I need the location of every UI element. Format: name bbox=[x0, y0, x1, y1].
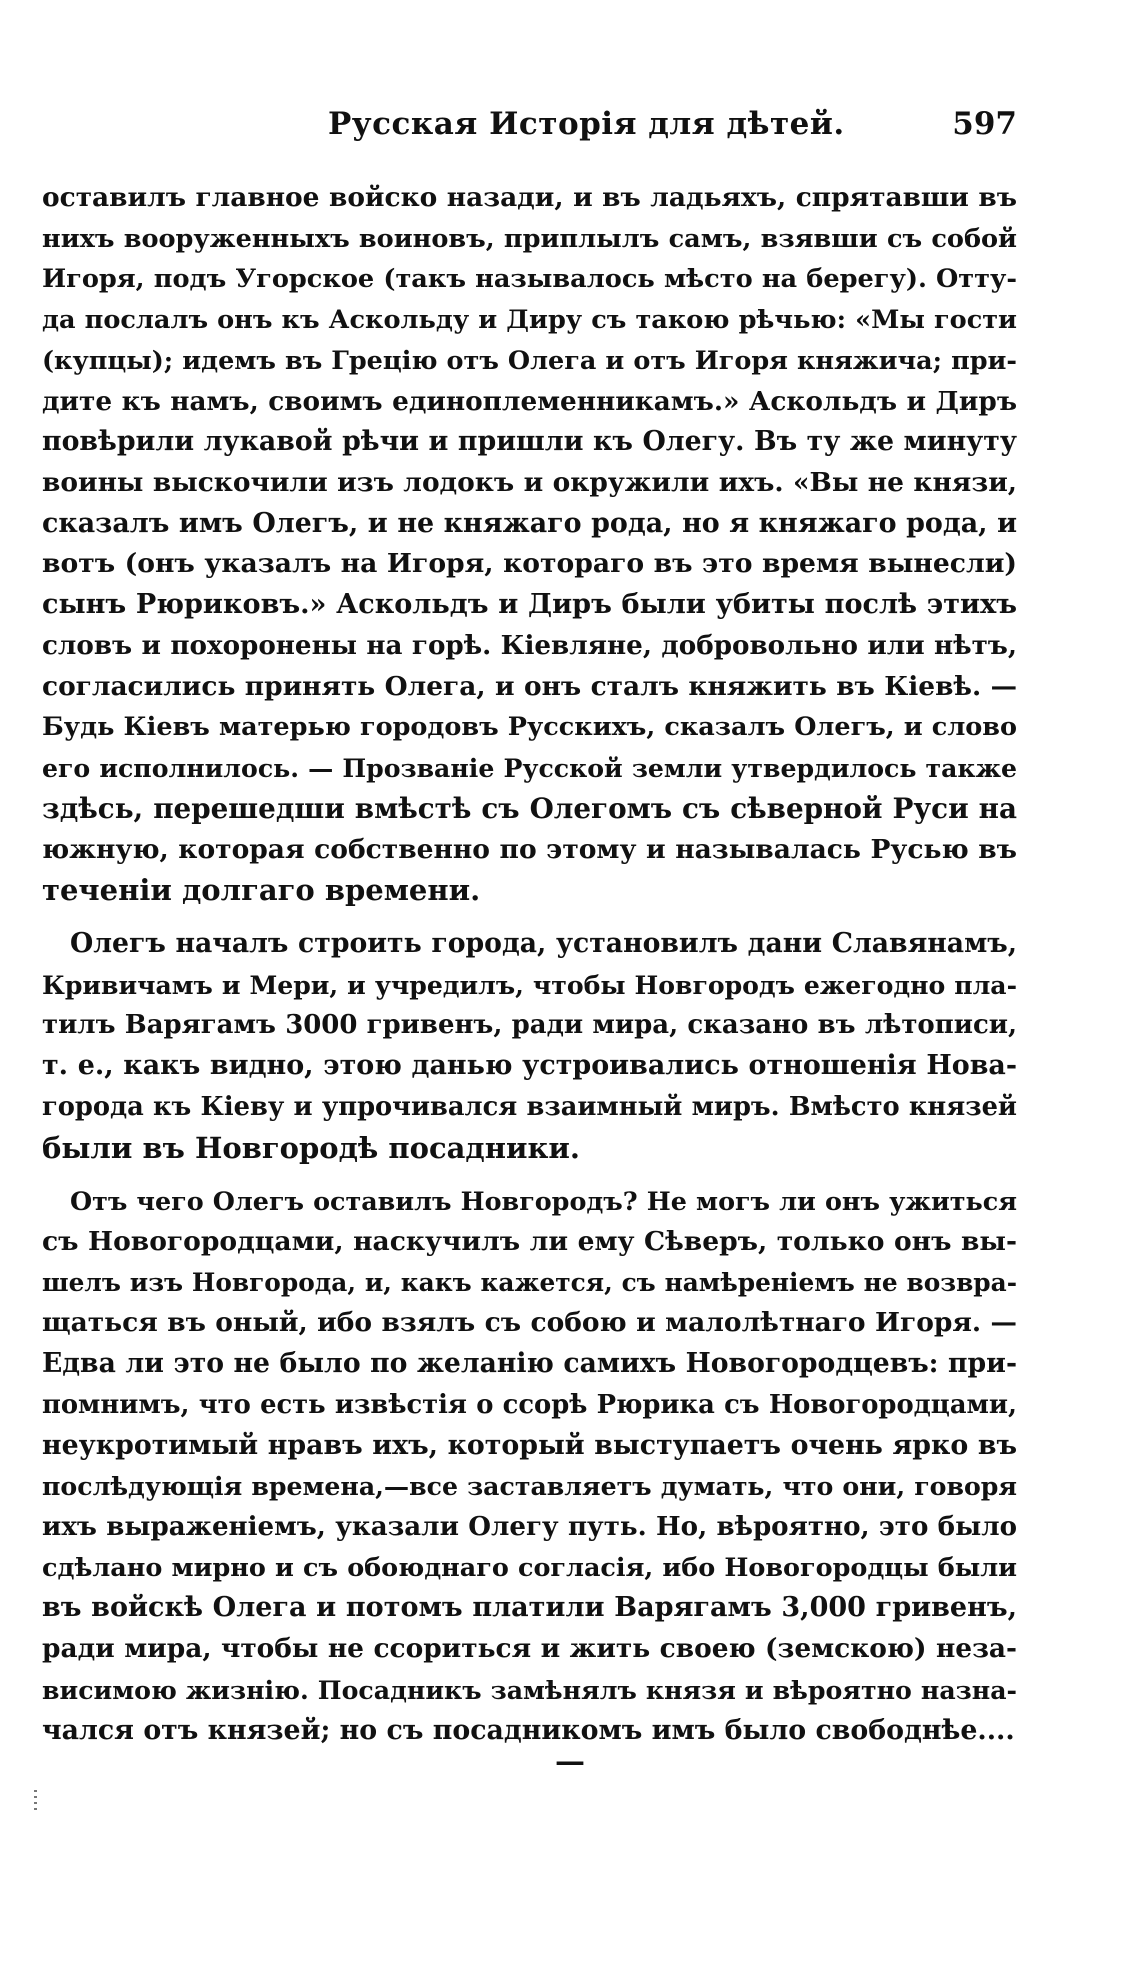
text-line: теченіи долгаго времени. bbox=[42, 873, 481, 908]
text-line: дите къ намъ, своимъ единоплеменникамъ.» Аскольдъ и Диръ bbox=[42, 385, 1017, 417]
scan-specks bbox=[34, 1790, 37, 1810]
running-head: Русская Исторія для дѣтей. bbox=[328, 106, 845, 142]
paragraph-2 bbox=[42, 924, 1017, 1168]
text-line: (купцы); идемъ въ Грецію отъ Олега и отъ Игоря княжича; при- bbox=[42, 345, 1017, 376]
text-line: его исполнилось. — Прозваніе Русской земли утвердилось также bbox=[42, 753, 1017, 784]
text-line: да послалъ онъ къ Аскольду и Диру съ такою рѣчью: «Мы гости bbox=[42, 305, 1017, 336]
text-line: южную, которая собственно по этому и называлась Русью въ bbox=[42, 833, 1017, 865]
text-line: воины выскочили изъ лодокъ и окружили ихъ. «Вы не князи, bbox=[42, 467, 1017, 499]
end-mark: — bbox=[555, 1744, 585, 1779]
text-line: Олегъ началъ строить города, установилъ дани Славянамъ, bbox=[70, 927, 1017, 959]
text-line: вотъ (онъ указалъ на Игоря, котораго въ это время вынесли) bbox=[42, 548, 1017, 580]
text-line: оставилъ главное войско назади, и въ ладьяхъ, спрятавши въ bbox=[42, 182, 1017, 213]
text-line: сынъ Рюриковъ.» Аскольдъ и Диръ были убиты послѣ этихъ bbox=[42, 589, 1017, 621]
text-line: шелъ изъ Новгорода, и, какъ кажется, съ намѣреніемъ не возвра- bbox=[42, 1267, 1017, 1297]
text-line: т. е., какъ видно, этою данью устроивались отношенія Нова- bbox=[42, 1050, 1017, 1082]
text-line: Будь Кіевъ матерью городовъ Русскихъ, сказалъ Олегъ, и слово bbox=[42, 712, 1017, 743]
text-line: нихъ вооруженныхъ воиновъ, приплылъ самъ, взявши съ собой bbox=[42, 223, 1017, 254]
text-line: повѣрили лукавой рѣчи и пришли къ Олегу. Въ ту же минуту bbox=[42, 426, 1017, 458]
text-line: сдѣлано мирно и съ обоюднаго согласія, ибо Новогородцы были bbox=[42, 1552, 1017, 1583]
text-line: здѣсь, перешедши вмѣстѣ съ Олегомъ съ сѣверной Руси на bbox=[42, 791, 1017, 825]
text-line: помнимъ, что есть извѣстія о ссорѣ Рюрика съ Новогородцами, bbox=[42, 1389, 1017, 1420]
text-line: висимою жизнію. Посадникъ замѣнялъ князя и вѣроятно назна- bbox=[42, 1674, 1017, 1705]
text-line: Кривичамъ и Мери, и учредилъ, чтобы Новгородъ ежегодно пла- bbox=[42, 969, 1017, 1000]
text-line: Отъ чего Олегъ оставилъ Новгородъ? Не могъ ли онъ ужиться bbox=[70, 1186, 1017, 1217]
text-line: въ войскѣ Олега и потомъ платили Варягамъ 3,000 гривенъ, bbox=[42, 1592, 1017, 1624]
text-line: города къ Кіеву и упрочивался взаимный миръ. Вмѣсто князей bbox=[42, 1091, 1017, 1122]
text-line: неукротимый нравъ ихъ, который выступаетъ очень ярко въ bbox=[42, 1429, 1017, 1461]
text-line: Игоря, подъ Угорское (такъ называлось мѣсто на берегу). Отту- bbox=[42, 264, 1017, 295]
body-text bbox=[42, 178, 1017, 1764]
text-line: ради мира, чтобы не ссориться и жить своею (земскою) неза- bbox=[42, 1633, 1017, 1665]
paragraph-1 bbox=[42, 178, 1017, 911]
text-line: словъ и похоронены на горѣ. Кіевляне, добровольно или нѣтъ, bbox=[42, 629, 1017, 661]
text-line: съ Новогородцами, наскучилъ ли ему Сѣверъ, только онъ вы- bbox=[42, 1225, 1017, 1257]
text-line: согласились принять Олега, и онъ сталъ княжить въ Кіевѣ. — bbox=[42, 670, 1017, 702]
paragraph-3 bbox=[42, 1181, 1017, 1751]
text-line: ихъ выраженіемъ, указали Олегу путь. Но, вѣроятно, это было bbox=[42, 1512, 1017, 1542]
text-line: послѣдующія времена,—все заставляетъ думать, что они, говоря bbox=[42, 1471, 1017, 1502]
text-line: тилъ Варягамъ 3000 гривенъ, ради мира, сказано въ лѣтописи, bbox=[42, 1010, 1017, 1041]
page-header bbox=[42, 104, 1017, 144]
page-number: 597 bbox=[952, 106, 1017, 142]
text-line: Едва ли это не было по желанію самихъ Новогородцевъ: при- bbox=[42, 1348, 1017, 1380]
text-line: щаться въ оный, ибо взялъ съ собою и малолѣтнаго Игоря. — bbox=[42, 1307, 1017, 1339]
text-line: были въ Новгородѣ посадники. bbox=[42, 1130, 581, 1165]
text-line: чался отъ князей; но съ посадникомъ имъ было свободнѣе.... bbox=[42, 1714, 1015, 1746]
text-line: сказалъ имъ Олегъ, и не княжаго рода, но я княжаго рода, и bbox=[42, 507, 1017, 539]
